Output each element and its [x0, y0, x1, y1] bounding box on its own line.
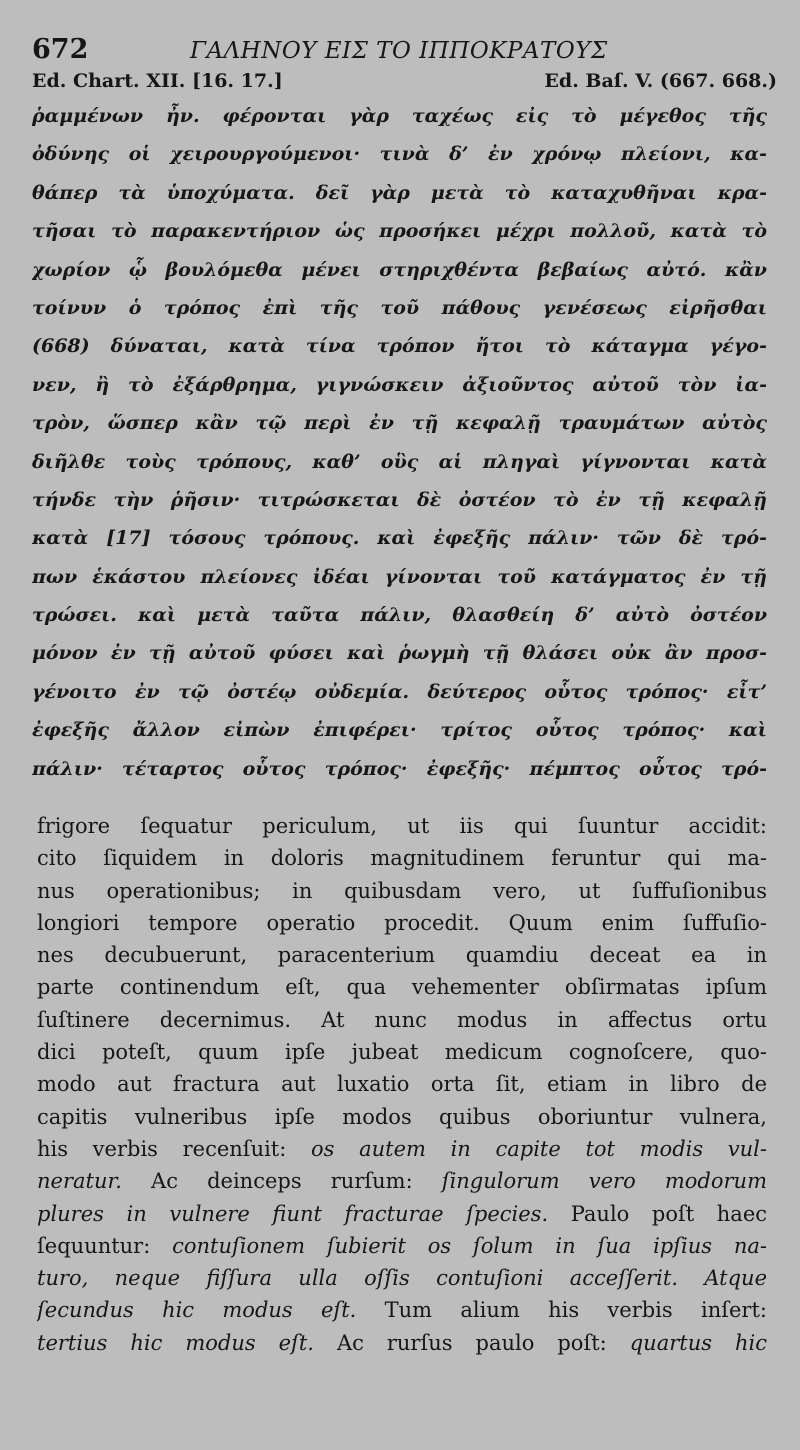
latin-line: [37, 1262, 767, 1294]
latin-line: [37, 1036, 767, 1068]
latin-line: [37, 1327, 767, 1359]
quoted-passage: tertius hic modus eſt.: [37, 1330, 314, 1355]
latin-text-segment: Ac deinceps rurſum:: [121, 1169, 442, 1194]
latin-line: [37, 1198, 767, 1230]
greek-line: θάπερ τὰ ὑποχύματα. δεῖ γὰρ μετὰ τὸ καταχυθῆναι κρα-: [32, 181, 767, 204]
latin-text-segment: ſuſtinere decernimus. At nunc modus in affectus ortu: [37, 1007, 767, 1032]
quoted-passage: turo, neque fiſſura ulla oſſis contuſioni acceſſerit.: [37, 1266, 679, 1291]
greek-line: πων ἑκάστου πλείονες ἰδέαι γίνονται τοῦ κατάγματος ἐν τῇ: [32, 565, 767, 588]
greek-line: γένοιτο ἐν τῷ ὀστέῳ οὐδεμία. δεύτερος οὗτος τρόπος· εἶτ’: [32, 680, 767, 703]
latin-text: [37, 810, 767, 1359]
quoted-passage: os autem in capite tot modis vul-: [311, 1136, 767, 1161]
latin-text-segment: frigore ſequatur periculum, ut iis qui ſuuntur accidit:: [37, 814, 767, 838]
greek-line: κατὰ [17] τόσους τρόπους. καὶ ἐφεξῆς πάλιν· τῶν δὲ τρό-: [32, 527, 767, 550]
greek-line: χωρίον ᾧ βουλόμεθα μένει στηριχθέντα βεβαίως αὐτό. κἂν: [32, 258, 767, 281]
greek-line: πάλιν· τέταρτος οὗτος τρόπος· ἐφεξῆς· πέμπτος οὗτος τρό-: [32, 757, 767, 780]
latin-text-segment: [678, 1266, 704, 1290]
quoted-passage: ſecundus hic modus eſt.: [37, 1298, 357, 1323]
page-number: 672: [32, 34, 89, 65]
greek-line: τήνδε τὴν ῥῆσιν· τιτρώσκεται δὲ ὀστέον τὸ ἐν τῇ κεφαλῇ: [32, 488, 767, 511]
edition-reference-basel: Ed. Baſ. V. (667. 668.): [544, 70, 777, 92]
latin-text-segment: Paulo poſt haec: [548, 1201, 767, 1226]
latin-text-segment: nus operationibus; in quibusdam vero, ut ſuffuſionibus: [37, 878, 767, 903]
latin-text-segment: dici poteſt, quum ipſe jubeat medicum cognoſcere, quo-: [37, 1040, 767, 1065]
latin-line: [37, 1068, 767, 1100]
latin-line: [37, 1294, 767, 1326]
greek-text: [32, 97, 767, 788]
running-title: ΓΑΛΗΝΟΥ ΕΙΣ ΤΟ ΙΠΠΟΚΡΑΤΟΥΣ: [190, 38, 608, 64]
greek-line: ῥαμμένων ἦν. φέρονται γὰρ ταχέως εἰς τὸ μέγεθος τῆς: [32, 105, 767, 127]
greek-line: ὀδύνης οἱ χειρουργούμενοι· τινὰ δ’ ἐν χρόνῳ πλείονι, κα-: [32, 143, 767, 166]
greek-line: μόνον ἐν τῇ αὐτοῦ φύσει καὶ ῥωγμὴ τῇ θλάσει οὐκ ἂν προσ-: [32, 642, 767, 665]
greek-line: (668) δύναται, κατὰ τίνα τρόπον ἤτοι τὸ κάταγμα γέγο-: [32, 335, 767, 358]
latin-line: [37, 842, 767, 874]
latin-line: [37, 971, 767, 1003]
latin-line: [37, 939, 767, 971]
edition-reference: [32, 70, 777, 98]
latin-line: [37, 1230, 767, 1262]
edition-reference-chartier: Ed. Chart. XII. [16. 17.]: [32, 70, 283, 92]
greek-line: ἐφεξῆς ἄλλον εἰπὼν ἐπιφέρει· τρίτος οὗτος τρόπος· καὶ: [32, 719, 767, 742]
latin-line: [37, 1165, 767, 1197]
latin-text-segment: cito ſiquidem in doloris magnitudinem feruntur qui ma-: [37, 846, 767, 871]
greek-line: διῆλθε τοὺς τρόπους, καθ’ οὓς αἱ πληγαὶ γίγνονται κατὰ: [32, 450, 767, 473]
latin-text-segment: Tum alium his verbis inſert:: [356, 1298, 767, 1323]
latin-text-segment: Ac rurſus paulo poſt:: [313, 1330, 630, 1355]
quoted-passage: ſingulorum vero modorum: [441, 1169, 767, 1194]
latin-text-segment: parte continendum eſt, qua vehementer obſirmatas ipſum: [37, 975, 767, 1000]
greek-line: τρὸν, ὥσπερ κἂν τῷ περὶ ἐν τῇ κεφαλῇ τραυμάτων αὐτὸς: [32, 412, 767, 435]
greek-line: τοίνυν ὁ τρόπος ἐπὶ τῆς τοῦ πάθους γενέσεως εἰρῆσθαι: [32, 296, 767, 319]
quoted-passage: contuſionem ſubierit os ſolum in ſua ipſius na-: [172, 1233, 767, 1258]
latin-text-segment: ſequuntur:: [37, 1233, 173, 1258]
latin-line: [37, 810, 767, 842]
latin-line: [37, 875, 767, 907]
quoted-passage: quartus hic: [629, 1330, 767, 1355]
greek-line: τῆσαι τὸ παρακεντήριον ὡς προσήκει μέχρι πολλοῦ, κατὰ τὸ: [32, 220, 767, 243]
latin-line: [37, 1101, 767, 1133]
latin-line: [37, 1133, 767, 1165]
greek-line: νεν, ἢ τὸ ἐξάρθρημα, γιγνώσκειν ἀξιοῦντος αὐτοῦ τὸν ἰα-: [32, 373, 767, 396]
latin-text-segment: modo aut fractura aut luxatio orta ſit, etiam in libro de: [37, 1072, 767, 1097]
greek-line: τρώσει. καὶ μετὰ ταῦτα πάλιν, θλασθείη δ’ αὐτὸ ὀστέον: [32, 604, 767, 627]
latin-text-segment: nes decubuerunt, paracenterium quamdiu deceat ea in: [37, 943, 767, 968]
quoted-passage: Atque: [704, 1266, 767, 1291]
latin-text-segment: longiori tempore operatio procedit. Quum enim ſuffuſio-: [37, 910, 767, 935]
latin-text-segment: his verbis recenſuit:: [37, 1136, 311, 1161]
latin-line: [37, 1004, 767, 1036]
quoted-passage: neratur.: [37, 1169, 122, 1194]
page-header: [32, 34, 772, 70]
latin-text-segment: capitis vulneribus ipſe modos quibus oboriuntur vulnera,: [37, 1104, 767, 1129]
latin-line: [37, 907, 767, 939]
quoted-passage: plures in vulnere fiunt fracturae ſpecies.: [37, 1201, 549, 1226]
